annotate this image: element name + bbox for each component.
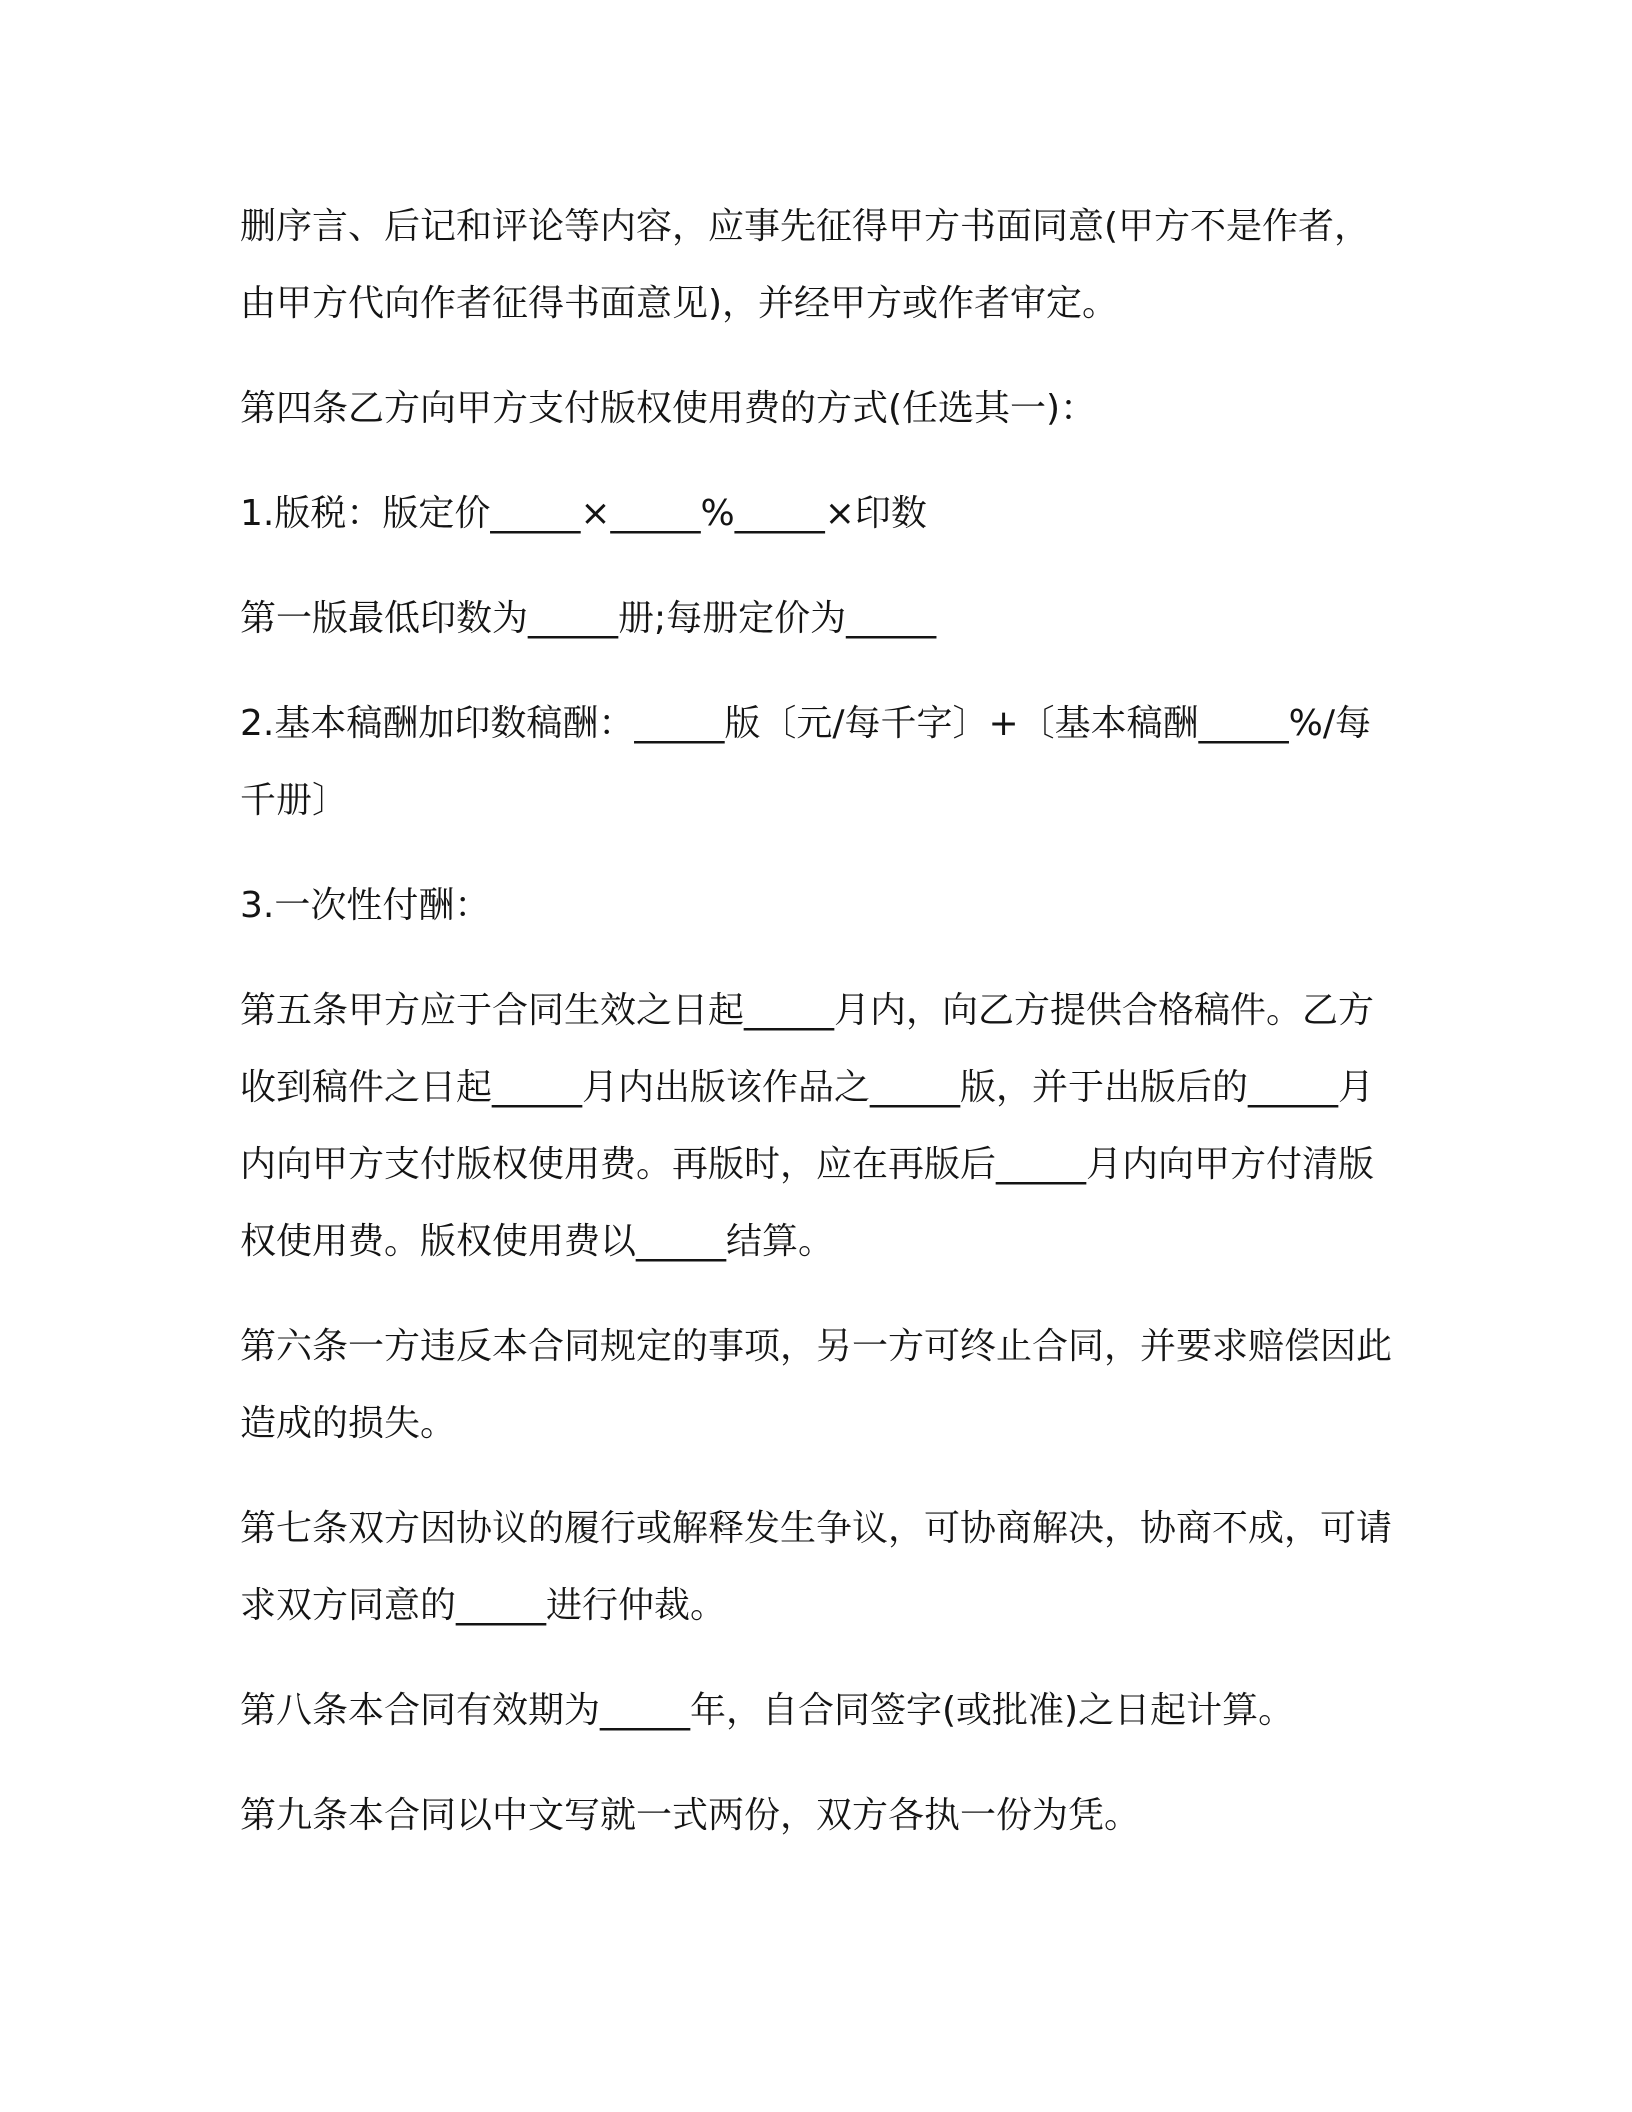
paragraph-article-5: 第五条甲方应于合同生效之日起_____月内，向乙方提供合格稿件。乙方收到稿件之日起_____月内出版该作品之_____版，并于出版后的_____月内向甲方支付版权使用费。再版时，应在再版后_____月内向甲方付清版权使用费。版权使用费以_____结算。 — [240, 990, 1375, 1262]
paragraph-first-edition-print-run: 第一版最低印数为_____册;每册定价为_____ — [240, 598, 937, 639]
paragraph-article-6: 第六条一方违反本合同规定的事项，另一方可终止合同，并要求赔偿因此造成的损失。 — [240, 1326, 1393, 1444]
paragraph-article-9: 第九条本合同以中文写就一式两份，双方各执一份为凭。 — [240, 1795, 1141, 1836]
paragraph-article-7: 第七条双方因协议的履行或解释发生争议，可协商解决，协商不成，可请求双方同意的_____进行仲裁。 — [240, 1508, 1393, 1626]
paragraph-article-8: 第八条本合同有效期为_____年，自合同签字(或批准)之日起计算。 — [240, 1690, 1295, 1731]
paragraph-preface-consent: 删序言、后记和评论等内容，应事先征得甲方书面同意(甲方不是作者，由甲方代向作者征得书面意见)，并经甲方或作者审定。 — [240, 206, 1371, 324]
paragraph-option-1-royalty: 1.版税：版定价_____×_____%_____×印数 — [240, 493, 927, 534]
paragraph-option-2-basic-fee: 2.基本稿酬加印数稿酬：_____版〔元/每千字〕+〔基本稿酬_____%/每千册〕 — [240, 703, 1371, 821]
document-body — [240, 188, 1400, 1882]
paragraph-option-3-lump-sum: 3.一次性付酬： — [240, 885, 491, 926]
paragraph-article-4-heading: 第四条乙方向甲方支付版权使用费的方式(任选其一)： — [240, 388, 1097, 429]
